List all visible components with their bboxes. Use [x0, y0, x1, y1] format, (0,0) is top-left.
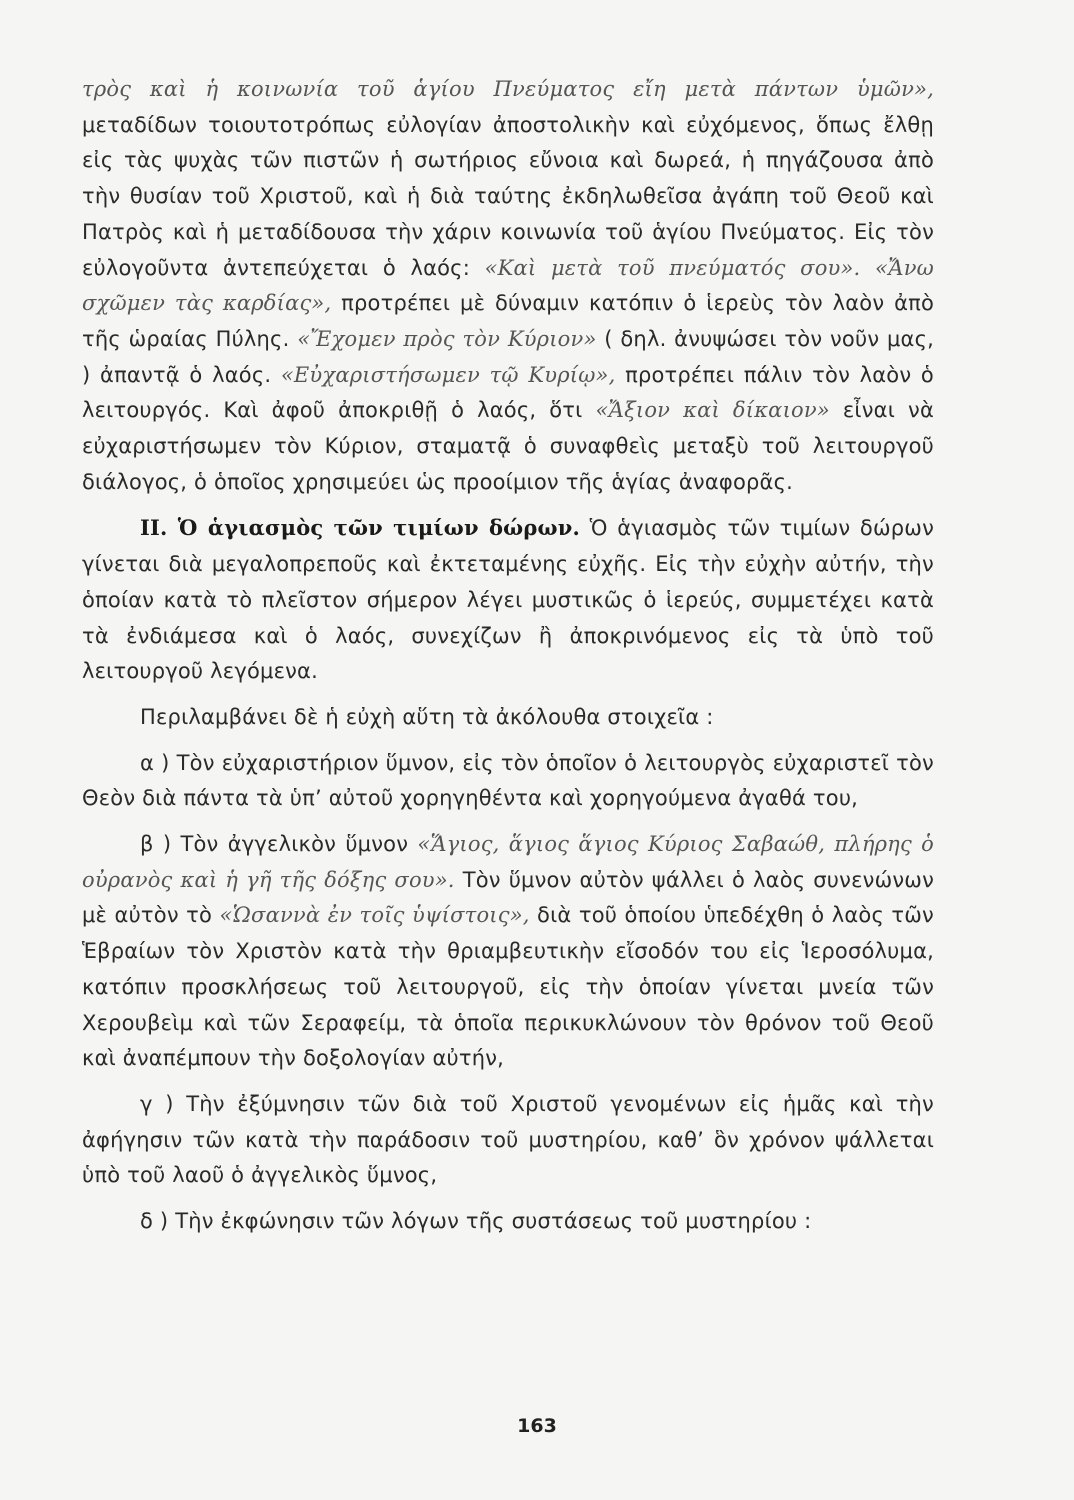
paragraph-3 — [82, 700, 934, 736]
list-item-c — [82, 1087, 934, 1194]
section-heading: II. Ὁ ἁγιασμὸς τῶν τιμίων δώρων. — [140, 515, 581, 541]
quoted-phrase: «Ἄξιον καὶ δίκαιον» — [595, 398, 830, 423]
text-segment: α ) Τὸν εὐχαριστήριον ὕμνον, εἰς τὸν ὁποῖον ὁ λειτουργὸς εὐχαριστεῖ τὸν Θεὸν διὰ πάντα τὰ ὑπ’ αὐτοῦ χορηγηθέντα καὶ χορηγούμενα ἀγαθά του, — [82, 750, 934, 811]
body-text — [82, 72, 934, 1240]
text-segment: ( δηλ. ἀνυψώσει τὸν νοῦν μας, ) ἀπαντᾷ ὁ λαός. — [82, 326, 934, 387]
text-segment: προτρέπει μὲ δύναμιν κατόπιν ὁ ἱερεὺς τὸν λαὸν ἀπὸ τῆς ὡραίας Πύλης. — [82, 291, 935, 351]
text-segment: μεταδίδων τοιουτοτρόπως εὐλογίαν ἀποστολικὴν καὶ εὐχόμενος, ὅπως ἔλθῃ εἰς τὰς ψυχὰς τῶν πιστῶν ἡ σωτήριος εὔνοια καὶ δωρεά, ἡ πηγάζουσα ἀπὸ τὴν θυσίαν τοῦ Χριστοῦ, καὶ ἡ διὰ ταύτης ἐκδηλωθεῖσα ἀγάπη τοῦ Θεοῦ καὶ Πατρὸς καὶ ἡ μεταδίδουσα τὴν χάριν κοινωνία τοῦ ἁγίου Πνεύματος. Εἰς τὸν εὐλογοῦντα ἀντεπεύχεται ὁ λαός: — [82, 112, 934, 280]
text-segment: Περιλαμβάνει δὲ ἡ εὐχὴ αὕτη τὰ ἀκόλουθα στοιχεῖα : — [140, 704, 714, 729]
quoted-phrase: «Ὡσαννὰ ἐν τοῖς ὑψίστοις», — [219, 903, 530, 928]
text-segment: Τὸν ὕμνον αὐτὸν ψάλλει ὁ λαὸς συνενώνων μὲ αὐτὸν τὸ — [82, 867, 934, 928]
text-segment: δ ) Τὴν ἐκφώνησιν τῶν λόγων τῆς συστάσεως τοῦ μυστηρίου : — [140, 1209, 812, 1234]
quoted-phrase: «Καὶ μετὰ τοῦ πνεύματός σου». «Ἄνω σχῶμεν τὰς καρδίας», — [82, 255, 934, 316]
quoted-phrase: «Εὐχαριστήσωμεν τῷ Κυρίῳ», — [280, 362, 616, 387]
list-item-a — [82, 746, 934, 817]
text-segment: β ) Τὸν ἀγγελικὸν ὕμνον — [140, 832, 418, 857]
page-number: 163 — [517, 1415, 557, 1437]
paragraph-2 — [82, 510, 934, 690]
text-segment: προτρέπει πάλιν τὸν λαὸν ὁ λειτουργός. Καὶ ἀφοῦ ἀποκριθῇ ὁ λαός, ὅτι — [82, 362, 934, 423]
text-segment: διὰ τοῦ ὁποίου ὑπεδέχθη ὁ λαὸς τῶν Ἑβραίων τὸν Χριστὸν κατὰ τὴν θριαμβευτικὴν εἴσοδόν του εἰς Ἱεροσόλυμα, κατόπιν προσκλήσεως τοῦ λειτουργοῦ, εἰς τὴν ὁποίαν γίνεται μνεία τῶν Χερουβεὶμ καὶ τῶν Σεραφείμ, τὰ ὁποῖα περικυκλώνουν τὸν θρόνον τοῦ Θεοῦ καὶ ἀναπέμπουν τὴν δοξολογίαν αὐτήν, — [82, 903, 934, 1071]
text-segment: γ ) Τὴν ἐξύμνησιν τῶν διὰ τοῦ Χριστοῦ γενομένων εἰς ἡμᾶς καὶ τὴν ἀφήγησιν τῶν κατὰ τὴν παράδοσιν τοῦ μυστηρίου, καθ’ ὃν χρόνον ψάλλεται ὑπὸ τοῦ λαοῦ ὁ ἀγγελικὸς ὕμνος, — [82, 1091, 934, 1188]
list-item-b — [82, 827, 934, 1077]
text-segment: Ὁ ἁγιασμὸς τῶν τιμίων δώρων γίνεται διὰ μεγαλοπρεποῦς καὶ ἐκτεταμένης εὐχῆς. Εἰς τὴν εὐχὴν αὐτήν, τὴν ὁποίαν κατὰ τὸ πλεῖστον σήμερον λέγει μυστικῶς ὁ ἱερεύς, συμμετέχει κατὰ τὰ ἐνδιάμεσα καὶ ὁ λαός, συνεχίζων ἢ ἀποκρινόμενος εἰς τὰ ὑπὸ τοῦ λειτουργοῦ λεγόμενα. — [82, 516, 935, 684]
list-item-d — [82, 1204, 934, 1240]
quoted-phrase: «Ἅγιος, ἅγιος ἅγιος Κύριος Σαβαώθ, πλήρης ὁ οὐρανὸς καὶ ἡ γῆ τῆς δόξης σου». — [82, 832, 934, 892]
text-segment: τρὸς καὶ ἡ κοινωνία τοῦ ἁγίου Πνεύματος εἴη μετὰ πάντων ὑμῶν», — [82, 77, 934, 101]
text-segment: εἶναι νὰ εὐχαριστήσωμεν τὸν Κύριον, σταματᾷ ὁ συναφθεὶς μεταξὺ τοῦ λειτουργοῦ διάλογος, ὁ ὁποῖος χρησιμεύει ὡς προοίμιον τῆς ἁγίας ἀναφορᾶς. — [82, 398, 934, 494]
quoted-phrase: «Ἔχομεν πρὸς τὸν Κύριον» — [297, 326, 597, 351]
paragraph-1 — [82, 72, 934, 500]
